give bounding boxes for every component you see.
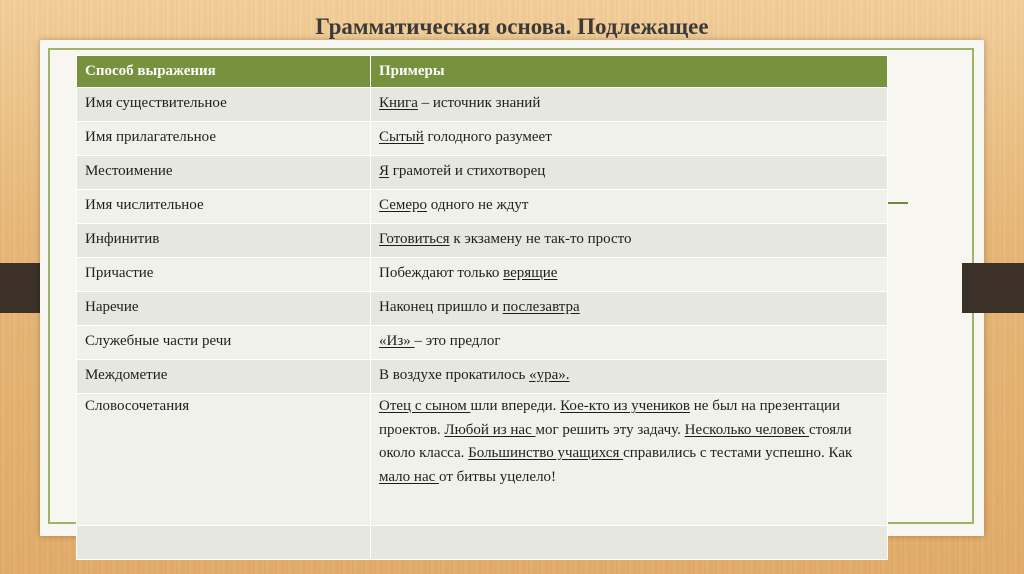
subject-underlined: послезавтра	[502, 299, 580, 315]
subject-underlined: Кое-кто из учеников	[560, 398, 691, 414]
subject-underlined: Любой из нас	[444, 421, 536, 438]
expression-type-cell: Наречие	[77, 292, 371, 326]
table-row	[77, 326, 888, 360]
empty-cell	[77, 526, 371, 560]
table-row	[77, 258, 888, 292]
example-text: Побеждают только	[379, 265, 504, 281]
example-cell	[371, 292, 888, 326]
subject-underlined: Несколько человек	[684, 421, 809, 438]
example-text: справились с тестами успешно. Как	[623, 445, 853, 461]
example-text: В воздухе прокатилось	[379, 367, 530, 383]
empty-cell	[371, 526, 888, 560]
subject-underlined: Сытый	[379, 129, 424, 145]
table-row	[77, 292, 888, 326]
header-method: Способ выражения	[77, 56, 371, 88]
example-text: к экзамену не так-то просто	[449, 231, 632, 247]
example-text: грамотей и стихотворец	[389, 163, 546, 179]
example-text: одного не ждут	[427, 197, 529, 213]
subject-underlined: Большинство учащихся	[468, 445, 624, 461]
table-row	[77, 156, 888, 190]
example-cell	[371, 360, 888, 394]
expression-type-cell: Словосочетания	[77, 394, 371, 526]
expression-type-cell: Имя существительное	[77, 88, 371, 122]
table-row	[77, 88, 888, 122]
table-row	[77, 122, 888, 156]
example-text: стояли около класса.	[379, 421, 852, 461]
slide-title: Грамматическая основа. Подлежащее	[315, 14, 709, 39]
subject-underlined: Книга	[379, 95, 418, 111]
subject-underlined: «ура».	[529, 367, 570, 383]
table-row	[77, 394, 888, 526]
table-header-row	[77, 56, 888, 88]
table-row	[77, 224, 888, 258]
subject-underlined: Семеро	[379, 197, 427, 213]
expression-type-cell: Инфинитив	[77, 224, 371, 258]
example-cell	[371, 122, 888, 156]
expression-type-cell: Служебные части речи	[77, 326, 371, 360]
example-cell	[371, 394, 888, 526]
empty-row	[77, 526, 888, 560]
left-decor-tab	[0, 263, 40, 313]
example-cell	[371, 258, 888, 292]
example-text: не был на презентации проектов.	[379, 398, 841, 438]
subject-underlined: мало нас	[379, 468, 440, 485]
example-text: мог решить эту задачу.	[535, 421, 685, 438]
example-text: шли впереди.	[470, 398, 561, 414]
expression-type-cell: Местоимение	[77, 156, 371, 190]
frame-dash	[886, 202, 908, 204]
subject-underlined: Отец с сыном	[379, 398, 471, 414]
expression-type-cell: Причастие	[77, 258, 371, 292]
example-cell	[371, 190, 888, 224]
expression-type-cell: Имя прилагательное	[77, 122, 371, 156]
example-text: Наконец пришло и	[379, 299, 503, 315]
example-text: – это предлог	[414, 333, 501, 349]
table-row	[77, 360, 888, 394]
example-cell	[371, 326, 888, 360]
example-cell	[371, 156, 888, 190]
example-text: от битвы уцелело!	[439, 468, 557, 485]
right-decor-tab	[962, 263, 1024, 313]
subject-table	[76, 55, 888, 560]
table-row	[77, 190, 888, 224]
header-examples: Примеры	[371, 56, 888, 88]
table-body	[77, 88, 888, 560]
expression-type-cell: Междометие	[77, 360, 371, 394]
example-cell	[371, 88, 888, 122]
example-text: – источник знаний	[417, 95, 541, 111]
subject-underlined: верящие	[503, 265, 558, 281]
subject-underlined: «Из»	[379, 333, 415, 349]
example-text: голодного разумеет	[423, 129, 552, 145]
expression-type-cell: Имя числительное	[77, 190, 371, 224]
subject-underlined: Я	[379, 163, 390, 179]
subject-underlined: Готовиться	[379, 231, 450, 247]
example-cell	[371, 224, 888, 258]
